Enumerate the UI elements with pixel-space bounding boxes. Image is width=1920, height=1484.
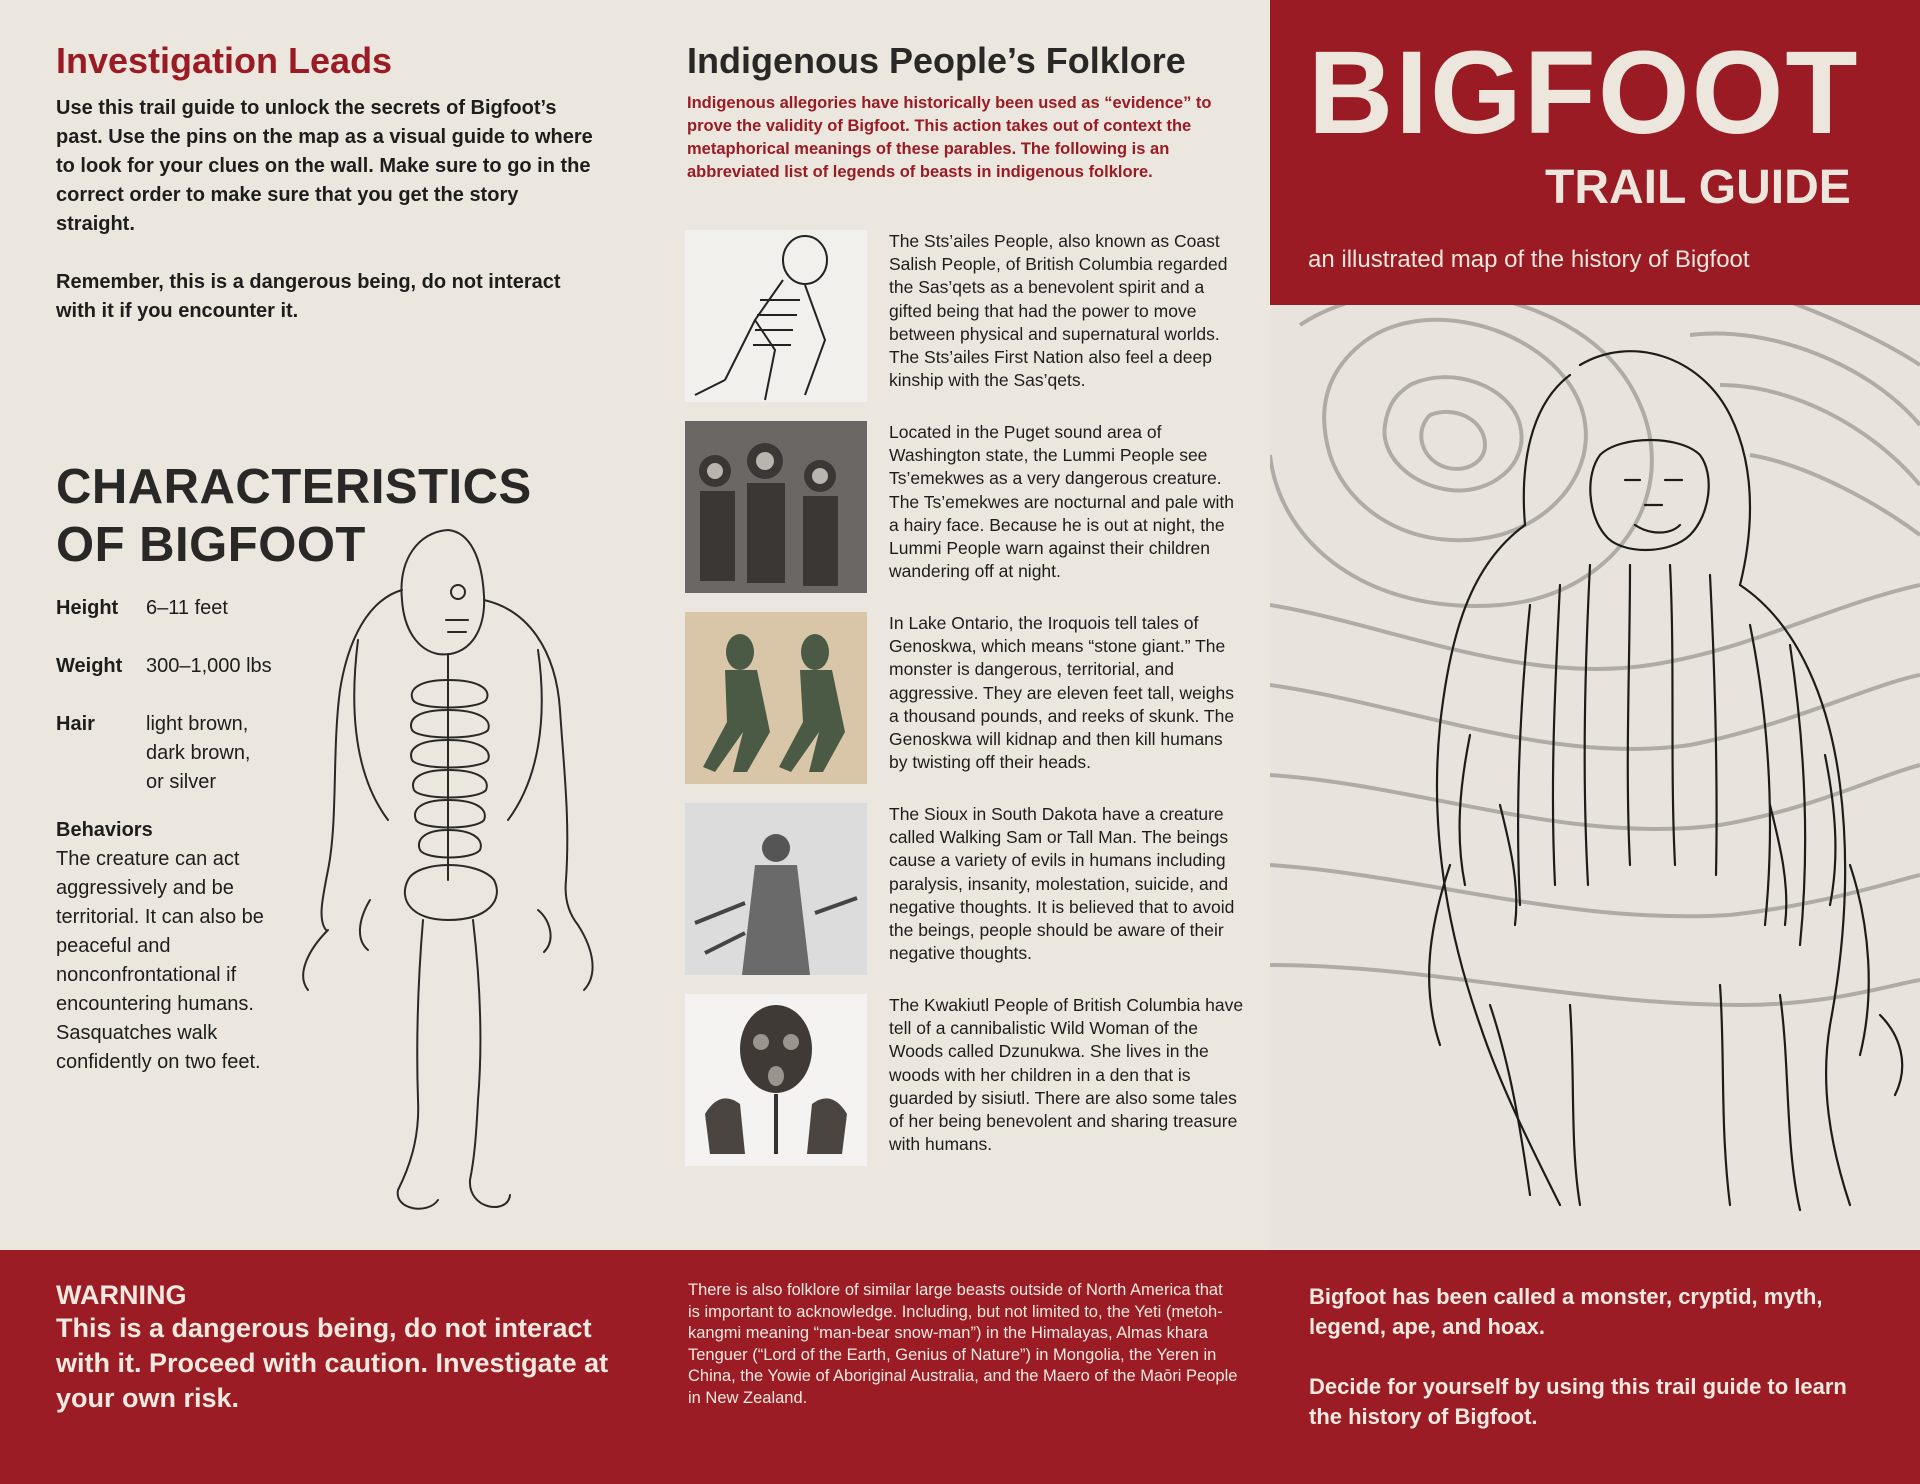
leads-paragraph-2: Remember, this is a dangerous being, do not interact with it if you encounter it. [56, 271, 561, 322]
folklore-item-tsemekwes [685, 421, 1245, 596]
walking-sam-image [685, 803, 867, 975]
investigation-leads-title: Investigation Leads [56, 40, 393, 81]
weight-value: 300–1,000 lbs [146, 655, 272, 677]
hair-value [146, 710, 306, 797]
folklore-item-walking-sam [685, 803, 1245, 978]
outside-folklore-text: There is also folklore of similar large beasts outside of North America that is important to acknowledge. Including, but not limited to, the Yeti (metoh-kangmi meaning “man-bear snow-man”) in the Himalayas, Almas khara Tenguer (“Lord of the Earth, Genius of Nature”) in Mongolia, the Yeren in China, the Yowie of Aboriginal Australia, and the Maero of the Maōri People in New Zealand. [688, 1281, 1238, 1407]
warning-text: This is a dangerous being, do not interact with it. Proceed with caution. Investigate at your own risk. [56, 1313, 609, 1413]
dzunukwa-image [685, 994, 867, 1166]
behaviors-block [56, 816, 316, 1077]
bottom-band [0, 1250, 1920, 1484]
characteristics-stats [56, 594, 306, 797]
folklore-item-dzunukwa [685, 994, 1245, 1169]
genoskwa-text: In Lake Ontario, the Iroquois tell tales of Genoskwa, which means “stone giant.” The monster is dangerous, territorial, and aggressive. They are eleven feet tall, weighs a thousand pounds, and reeks of skunk. The Genoskwa will kidnap and then kill humans by twisting off their heads. [889, 613, 1235, 773]
tsemekwes-text: Located in the Puget sound area of Washington state, the Lummi People see Ts’emekwes as a very dangerous creature. The Ts’emekwes are nocturnal and pale with a hairy face. Because he is out at night, the Lummi People warn against their children wandering off at night. [889, 422, 1235, 582]
sasqets-text: The Sts’ailes People, also known as Coast Salish People, of British Columbia regarded the Sas’qets as a benevolent spirit and a gifted being that had the power to move between physical and supernatural worlds. The Sts’ailes First Nation also feel a deep kinship with the Sas’qets. [889, 231, 1228, 391]
weight-label: Weight [56, 655, 123, 677]
characteristics-title-line-1: CHARACTERISTICS [56, 460, 532, 514]
cover-subtitle: TRAIL GUIDE [1545, 161, 1851, 214]
cover-tagline: an illustrated map of the history of Bigfoot [1308, 246, 1750, 273]
folklore-intro: Indigenous allegories have historically been used as “evidence” to prove the validity of Bigfoot. This action takes out of context the metaphorical meanings of these parables. The following is an abbreviated list of legends of beasts in indigenous folklore. [687, 94, 1212, 181]
folklore-title: Indigenous People’s Folklore [687, 40, 1186, 81]
cover-note [1309, 1282, 1869, 1462]
walking-sam-text: The Sioux in South Dakota have a creature called Walking Sam or Tall Man. The beings cause a variety of evils in humans including paralysis, insanity, molestation, suicide, and negative thoughts. It is believed that to avoid the beings, people should be aware of their negative thoughts. [889, 804, 1235, 964]
folklore-item-genoskwa [685, 612, 1245, 787]
hair-value-line-3: or silver [146, 771, 217, 793]
height-row [56, 594, 306, 623]
hair-row [56, 710, 306, 797]
bigfoot-sketch-illustration [1270, 305, 1920, 1250]
height-value: 6–11 feet [146, 597, 228, 619]
tsemekwes-image [685, 421, 867, 593]
hair-value-line-1: light brown, [146, 713, 249, 735]
folklore-item-sasqets [685, 230, 1245, 405]
leads-paragraph-1: Use this trail guide to unlock the secrets of Bigfoot’s past. Use the pins on the map as a visual guide to where to look for your clues on the wall. Make sure to go in the correct order to make sure that you get the story straight. [56, 97, 593, 235]
warning-title: WARNING [56, 1280, 187, 1310]
cover-title-block [1270, 0, 1920, 305]
behaviors-text: The creature can act aggressively and be territorial. It can also be peaceful and nonconfrontational if encountering humans. Sasquatches walk confidently on two feet. [56, 848, 264, 1073]
investigation-leads-text [56, 94, 596, 326]
behaviors-label: Behaviors [56, 819, 153, 841]
hair-value-line-2: dark brown, [146, 742, 251, 764]
cover-title: BIGFOOT [1308, 27, 1860, 159]
cover-note-paragraph-2: Decide for yourself by using this trail guide to learn the history of Bigfoot. [1309, 1374, 1847, 1429]
characteristics-title-line-2: OF BIGFOOT [56, 518, 366, 572]
cover-note-paragraph-1: Bigfoot has been called a monster, cryptid, myth, legend, ape, and hoax. [1309, 1284, 1823, 1339]
sasqets-image [685, 230, 867, 402]
bigfoot-skeleton-illustration [298, 520, 608, 1240]
dzunukwa-text: The Kwakiutl People of British Columbia have tell of a cannibalistic Wild Woman of the Woods called Dzunukwa. She lives in the woods with her children in a den that is guarded by sisiutl. There are also some tales of her being benevolent and sharing treasure with humans. [889, 995, 1244, 1155]
hair-label: Hair [56, 713, 95, 735]
weight-row [56, 652, 306, 681]
middle-panel [635, 0, 1270, 1250]
folklore-list [685, 230, 1245, 1185]
height-label: Height [56, 597, 119, 619]
warning-block [56, 1280, 616, 1416]
genoskwa-image [685, 612, 867, 784]
